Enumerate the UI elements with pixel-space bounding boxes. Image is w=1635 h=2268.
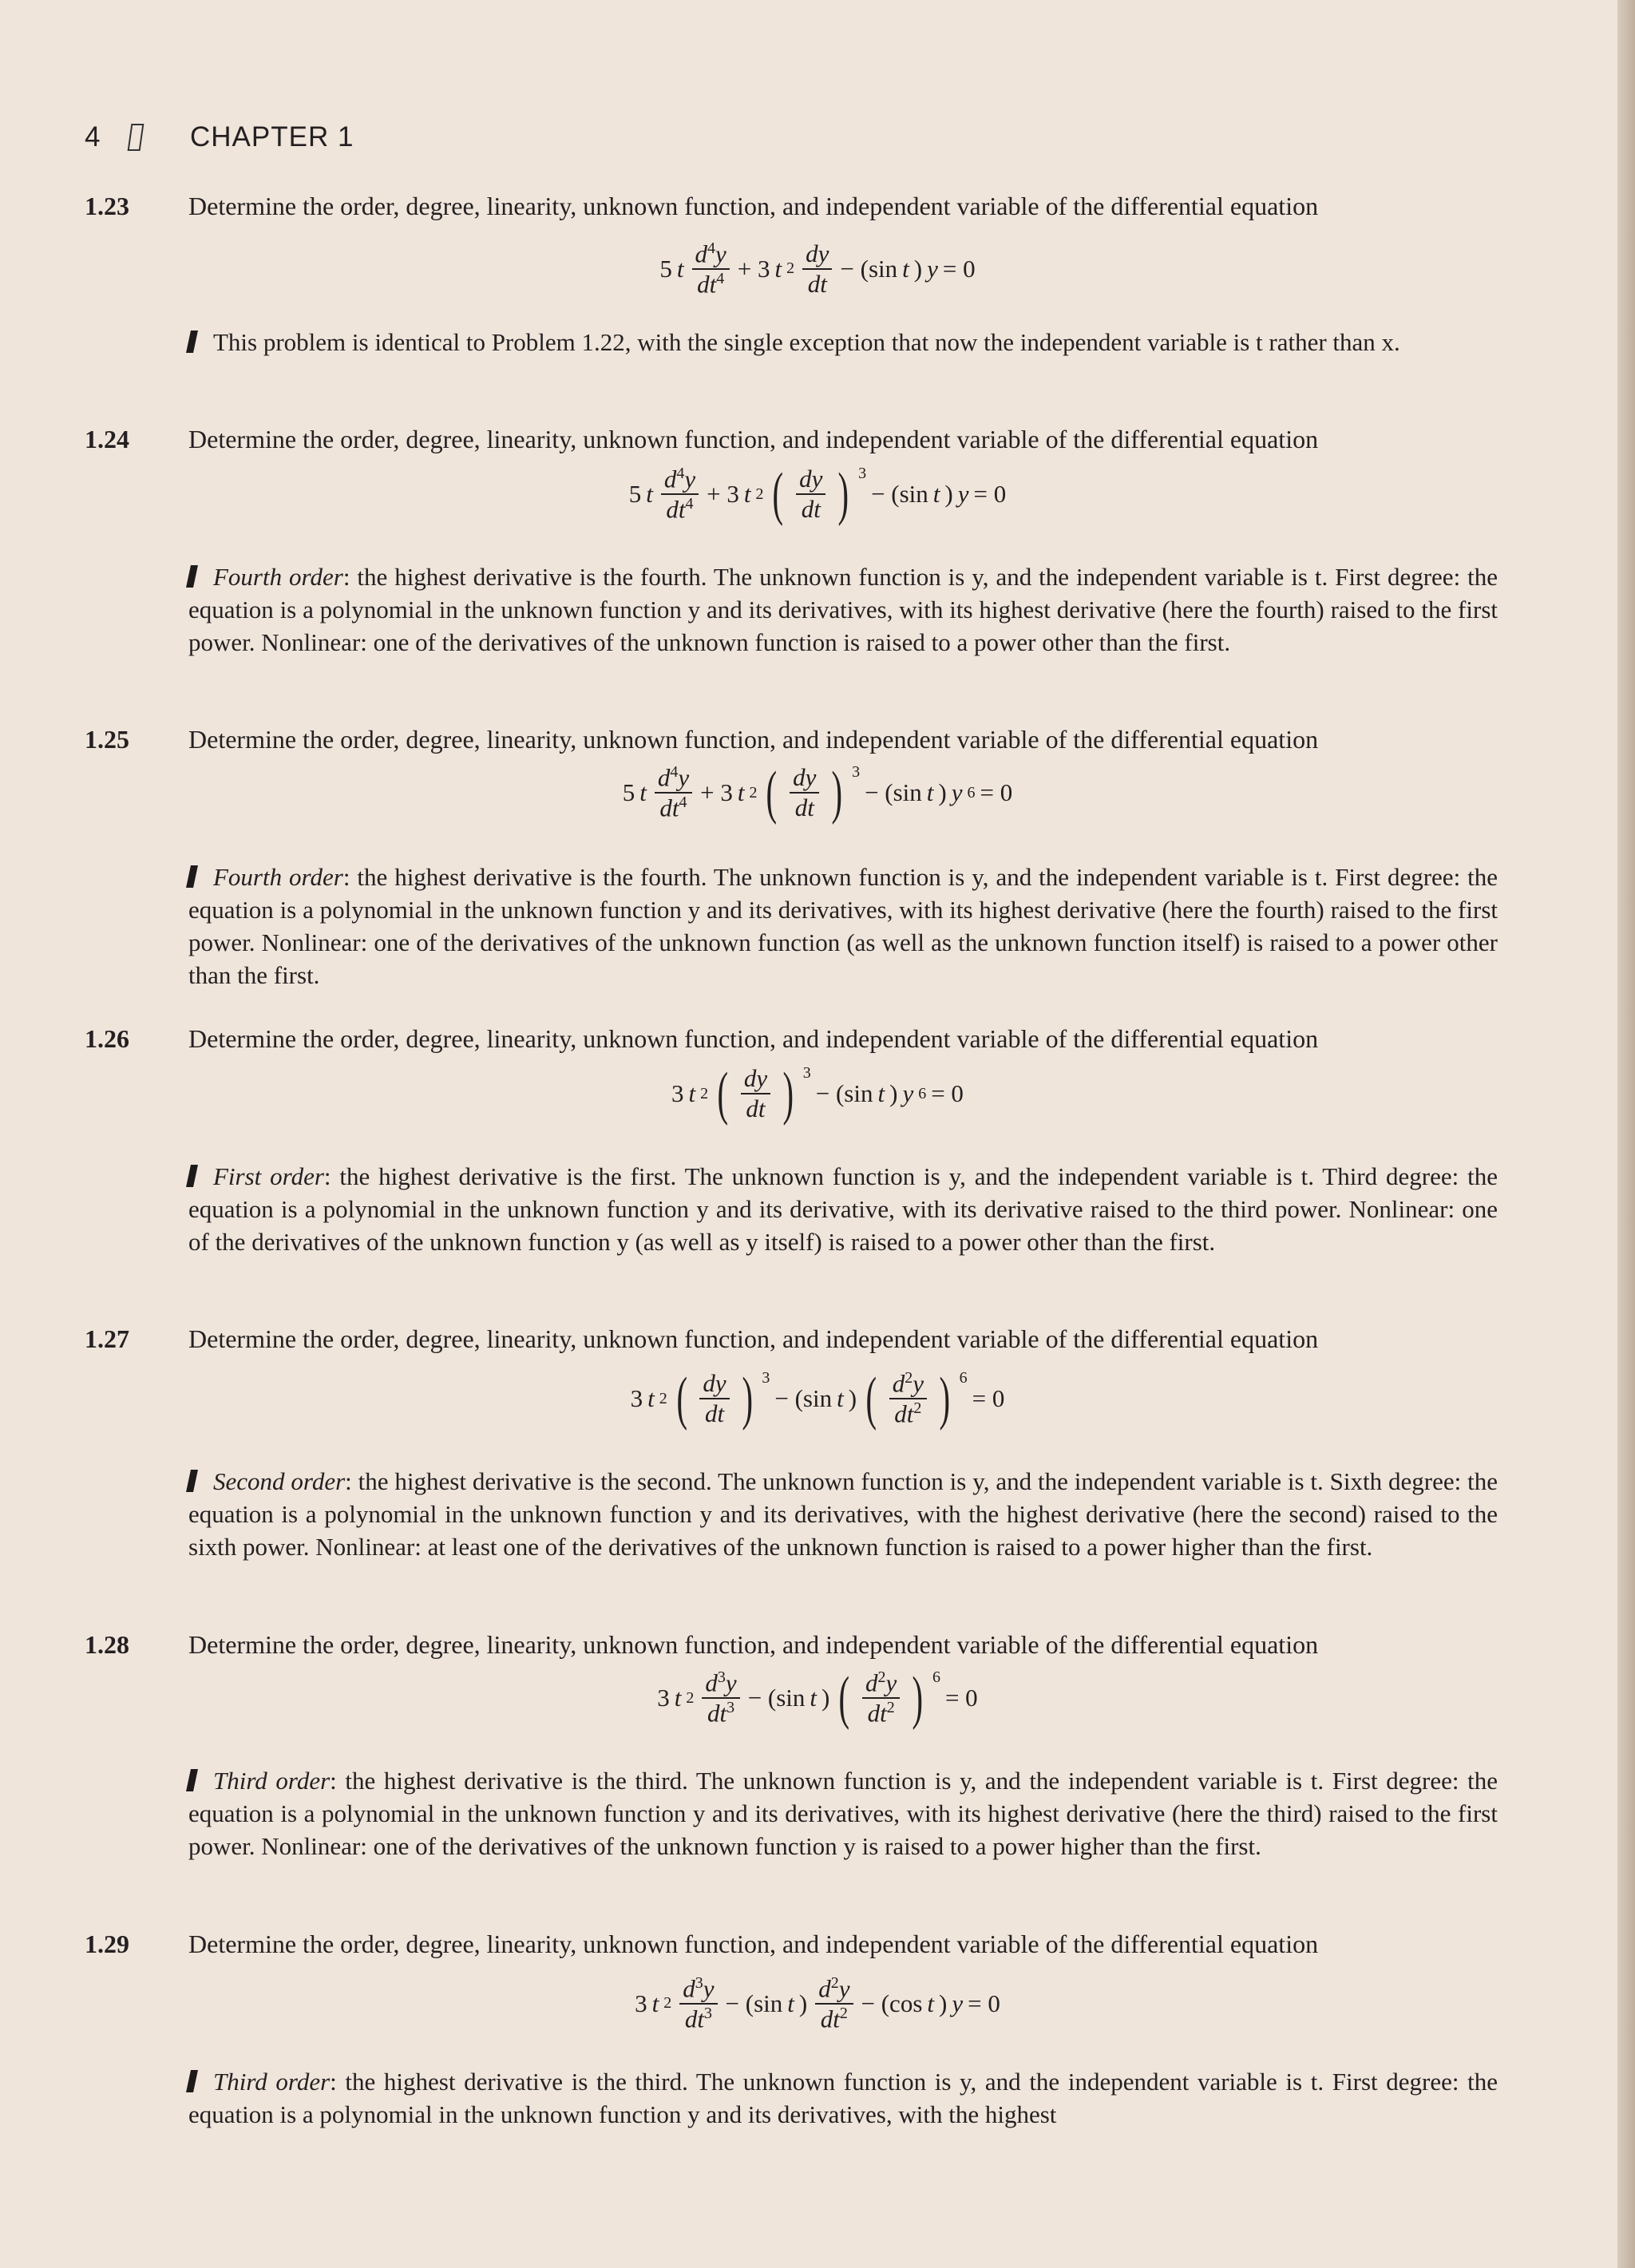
solution-mark-icon <box>186 1165 198 1187</box>
problem-number: 1.25 <box>85 725 129 754</box>
solution: Fourth order: the highest derivative is the fourth. The unknown function is y, and the independent variable is t. First degree: the equation is a polynomial in the unknown function y and its derivatives, with its highest derivative (here the fourth) raised to the first power. Nonlinear: one of the derivatives of the unknown function (as well as the unknown function itself) is raised to a power other than the first. <box>188 861 1498 992</box>
solution: Fourth order: the highest derivative is the fourth. The unknown function is y, and the independent variable is t. First degree: the equation is a polynomial in the unknown function y and its derivatives, with its highest derivative (here the fourth) raised to the first power. Nonlinear: one of the derivatives of the unknown function is raised to a power other than the first. <box>188 560 1498 659</box>
solution: This problem is identical to Problem 1.22, with the single exception that now the independent variable is t rather than x. <box>188 326 1498 358</box>
solution: First order: the highest derivative is the first. The unknown function is y, and the independent variable is t. Third degree: the equation is a polynomial in the unknown function y and its derivative, with its derivative raised to the third power. Nonlinear: one of the derivatives of the unknown function y (as well as y itself) is raised to a power other than the first. <box>188 1160 1498 1258</box>
problem-number: 1.24 <box>85 425 129 453</box>
solution: Third order: the highest derivative is the third. The unknown function is y, and the independent variable is t. First degree: the equation is a polynomial in the unknown function y and its derivatives, with the highest <box>188 2065 1498 2131</box>
problem-number: 1.26 <box>85 1024 129 1053</box>
problem-statement: Determine the order, degree, linearity, unknown function, and independent variable of the differential equation <box>188 725 1319 754</box>
chapter-title: CHAPTER 1 <box>190 121 354 152</box>
problem-statement: Determine the order, degree, linearity, unknown function, and independent variable of the differential equation <box>188 192 1319 220</box>
solution-mark-icon <box>186 865 198 888</box>
chapter-separator-icon <box>128 124 144 151</box>
problem-statement: Determine the order, degree, linearity, unknown function, and independent variable of the differential equation <box>188 425 1319 453</box>
running-head <box>85 121 354 153</box>
problem-number: 1.27 <box>85 1324 129 1353</box>
solution-mark-icon <box>186 331 198 353</box>
problem-statement: Determine the order, degree, linearity, unknown function, and independent variable of the differential equation <box>188 1930 1319 1958</box>
solution-mark-icon <box>186 565 198 588</box>
equation: 5 t $\frac{d^4y}{dt^4}$ + 3 t 2 $\frac{dy}{dt}$ − (sin t ) y = 0 <box>659 239 976 299</box>
solution: Second order: the highest derivative is the second. The unknown function is y, and the independent variable is t. Sixth degree: the equation is a polynomial in the unknown function y and its derivatives, with the highest derivative (here the second) raised to the sixth power. Nonlinear: at least one of the derivatives of the unknown function is raised to a power higher than the first. <box>188 1465 1498 1563</box>
problem-number: 1.29 <box>85 1930 129 1958</box>
solution-mark-icon <box>186 2070 198 2092</box>
problem-number: 1.28 <box>85 1630 129 1659</box>
problem-statement: Determine the order, degree, linearity, unknown function, and independent variable of the differential equation <box>188 1630 1319 1659</box>
problem-statement: Determine the order, degree, linearity, unknown function, and independent variable of the differential equation <box>188 1324 1319 1353</box>
equation: 5 t $\frac{d^4y}{dt^4}$ + 3 t 2 ( $\frac{dy}{dt}$ ) $^3$ − (sin t ) y = 0 <box>628 461 1007 527</box>
problem-statement: Determine the order, degree, linearity, unknown function, and independent variable of the differential equation <box>188 1024 1319 1053</box>
solution-mark-icon <box>186 1470 198 1492</box>
equation: 3 t 2 $\frac{d^3y}{dt^3}$ − (sin t ) $\frac{d^2y}{dt^2}$ − (cos t ) y = 0 <box>635 1974 1000 2033</box>
equation: 3 t 2 $\frac{d^3y}{dt^3}$ − (sin t ) ( $\frac{d^2y}{dt^2}$ ) $^6$ = 0 <box>657 1665 978 1731</box>
page-edge <box>1617 0 1635 2268</box>
solution: Third order: the highest derivative is the third. The unknown function is y, and the independent variable is t. First degree: the equation is a polynomial in the unknown function y and its derivatives, with its highest derivative (here the third) raised to the first power. Nonlinear: one of the derivatives of the unknown function y is raised to a power higher than the first. <box>188 1764 1498 1862</box>
problem-number: 1.23 <box>85 192 129 220</box>
solution-mark-icon <box>186 1769 198 1791</box>
equation: 5 t $\frac{d^4y}{dt^4}$ + 3 t 2 ( $\frac{dy}{dt}$ ) $^3$ − (sin t ) y 6 = 0 <box>622 760 1013 825</box>
equation: 3 t 2 ( $\frac{dy}{dt}$ ) $^3$ − (sin t ) y 6 = 0 <box>671 1061 964 1126</box>
equation: 3 t 2 ( $\frac{dy}{dt}$ ) $^3$ − (sin t ) ( $\frac{d^2y}{dt^2}$ ) $^6$ = 0 <box>630 1366 1005 1431</box>
page-number: 4 <box>85 121 101 152</box>
